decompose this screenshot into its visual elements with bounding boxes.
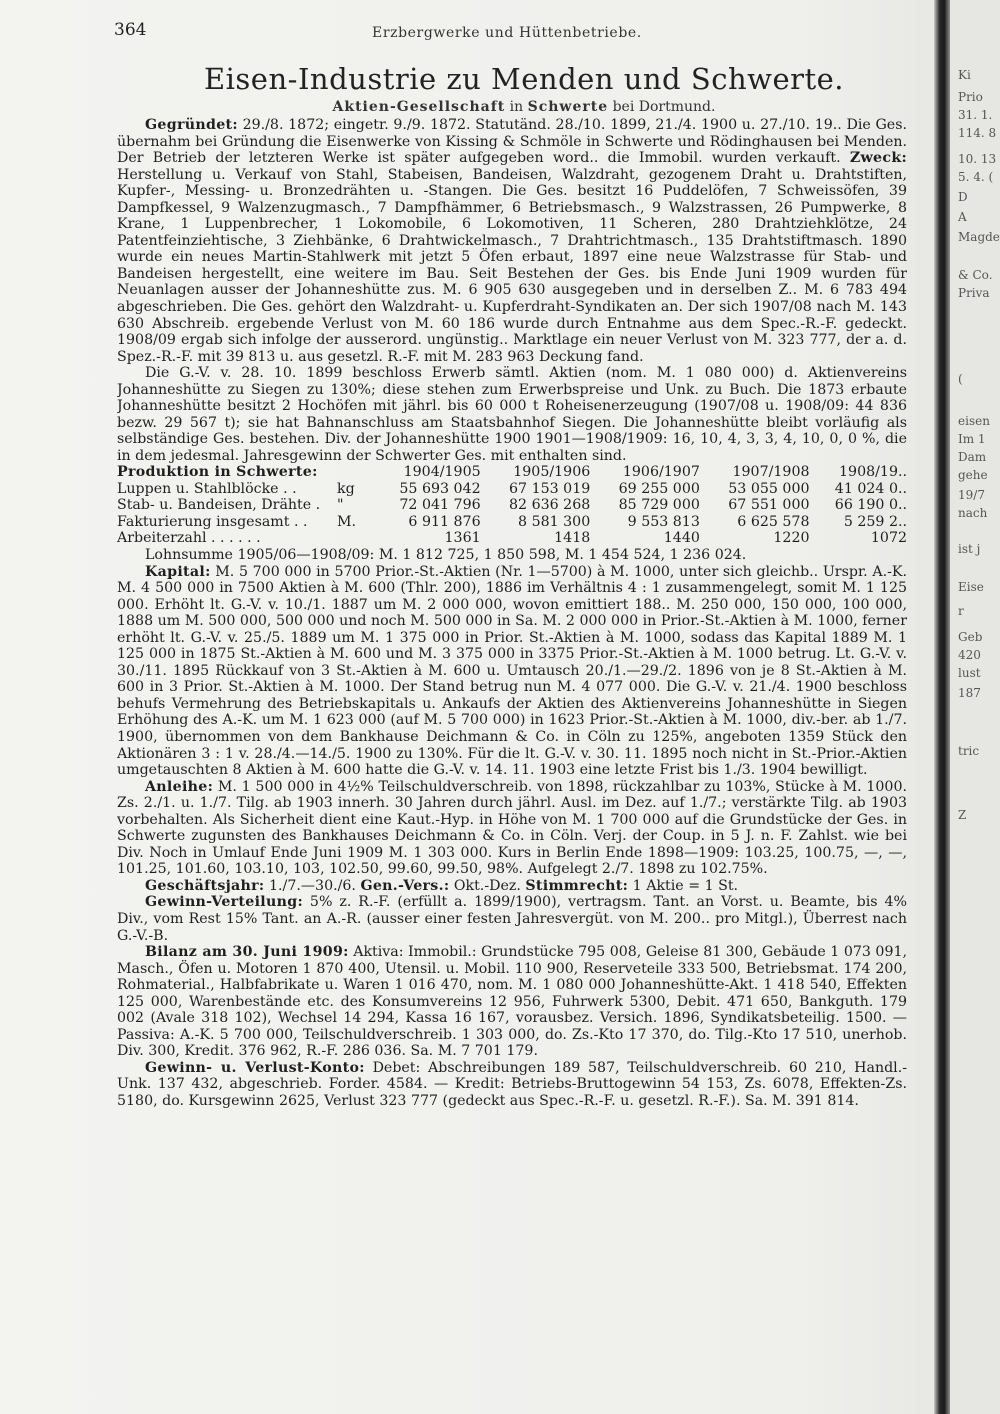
paragraph-kapital	[117, 564, 907, 779]
fragment-text: Z	[958, 808, 967, 822]
production-table	[117, 464, 907, 547]
fragment-text: lust	[958, 666, 981, 680]
fragment-text: A	[958, 210, 967, 224]
label-anleihe: Anleihe:	[145, 778, 214, 795]
text-anleihe: M. 1 500 000 in 4½% Teilschuldverschreib. von 1898, rückzahlbar zu 103%, Stücke à M. 1000. Zs. 2./1. u. 1./7. Tilg. ab 1903 innerh. 30 Jahren durch jährl. Ausl. im Dez. auf 1./7.; verstärkte Tilg. ab 1903 vorbehalten. Als Sicherheit dient eine Kaut.-Hyp. in Höhe von M. 1 700 000 auf die Grundstücke der Ges. in Schwerte zugunsten des Bankhauses Deichmann & Co. in Cöln. Verj. der Coup. in 5 J. n. F. Zahlst. wie bei Div. Noch in Umlauf Ende Juni 1909 M. 1 303 000. Kurs in Berlin Ende 1898—1909: 103.25, 100.75, —, —, 101.25, 101.60, 103.10, 103, 102.50, 99.60, 99.50, 98%. Aufgelegt 2./7. 1898 zu 102.75%.	[117, 778, 907, 878]
fragment-text: Prio	[958, 90, 983, 104]
year-cell: 1908/19..	[839, 464, 907, 481]
fragment-text: Im 1	[958, 432, 986, 446]
table-cell: 66 190 0..	[834, 497, 907, 514]
production-label: Produktion in Schwerte:	[117, 464, 318, 481]
table-cell: 6 911 876	[408, 513, 481, 530]
label-gewinnverteilung: Gewinn-Verteilung:	[145, 894, 303, 911]
fragment-text: 31. 1.	[958, 108, 993, 122]
fragment-text: gehe	[958, 468, 988, 482]
document-body	[117, 117, 907, 1110]
fragment-text: nach	[958, 506, 988, 520]
row-label: Fakturierung insgesamt . .	[117, 513, 308, 530]
label-kapital: Kapital:	[145, 563, 211, 580]
fragment-text: 114. 8	[958, 126, 997, 140]
row-unit: M.	[337, 513, 357, 530]
fragment-text: Magde	[958, 230, 1000, 244]
production-header-row	[117, 464, 907, 481]
table-cell: 9 553 813	[627, 513, 700, 530]
paragraph-gewinnverteilung	[117, 894, 907, 944]
row-label: Stab- u. Bandeisen, Drähte .	[117, 497, 321, 514]
label-bilanz: Bilanz am 30. Juni 1909:	[145, 944, 349, 961]
subtitle-company: Aktien-Gesellschaft	[332, 99, 506, 115]
year-cell: 1904/1905	[403, 464, 481, 481]
page-number: 364	[114, 20, 147, 40]
table-cell: 82 636 268	[509, 497, 591, 514]
text-kapital: M. 5 700 000 in 5700 Prior.-St.-Aktien (Nr. 1—5700) à M. 1000, unter sich gleichb.. Urspr. A.-K. M. 4 500 000 in 7500 Aktien à M. 600 (Thlr. 200), 1886 im Verhältnis 4 : 1 zusammengelegt, somit M. 1 125 000. Erhöht lt. G.-V. v. 10./1. 1887 um M. 2 000 000, wovon emittiert 188.. M. 250 000, 150 000, 100 000, 1888 um M. 500 000, 500 000 und noch M. 500 000 in Sa. M. 2 000 000 in Prior.-St.-Aktien à M. 1000, ferner erhöht lt. G.-V. v. 25./5. 1889 um M. 1 375 000 in Prior. St.-Aktien à M. 1000, sodass das Kapital 1889 M. 1 125 000 in 1875 St.-Aktien à M. 600 und M. 3 375 000 in 3375 Prior.-St.-Aktien à M. 1000 betrug. Lt. G.-V. v. 30./11. 1895 Rückkauf von 3 St.-Aktien à M. 600 u. Umtausch 20./1.—29./2. 1896 von je 8 St.-Aktien à M. 600 in 3 Prior. St.-Aktien à M. 1000. Der Stand betrug nun M. 4 077 000. Die G.-V. v. 21./4. 1900 beschloss behufs Vermehrung des Betriebskapitals u. Ankaufs der Aktien des Aktienvereins Johanneshütte in Siegen Erhöhung des A.-K. um M. 1 623 000 (auf M. 5 700 000) in 1623 Prior.-St.-Aktien à M. 1000, div.-ber. ab 1./7. 1900, übernommen von dem Bankhause Deichmann & Co. in Cöln zu 125%, angeboten 1359 Stück den Aktionären 3 : 1 v. 28./4.—14./5. 1900 zu 130%. Für die lt. G.-V. v. 30. 11. 1895 noch nicht in St.-Prior.-Aktien umgetauschten 8 Aktien à M. 600 hatte die G.-V. v. 14. 11. 1903 eine letzte Frist bis 1./3. 1904 bewilligt.	[117, 563, 907, 779]
row-unit: "	[337, 497, 344, 514]
table-cell: 1220	[773, 530, 810, 547]
adjacent-page-edge	[950, 0, 1000, 1414]
paragraph-bilanz	[117, 944, 907, 1060]
paragraph-gegruendet	[117, 117, 907, 365]
fragment-text: tric	[958, 744, 980, 758]
table-cell: 53 055 000	[728, 480, 810, 497]
fragment-text: 19/7	[958, 488, 985, 502]
table-cell: 1440	[663, 530, 700, 547]
table-cell: 69 255 000	[618, 480, 700, 497]
fragment-text: Eise	[958, 580, 984, 594]
text-zweck: Herstellung u. Verkauf von Stahl, Stabeisen, Bandeisen, Walzdraht, gezogenem Draht u. Drahtstiften, Kupfer-, Messing- u. Bronzedrähten u. -Stangen. Die Ges. besitzt 16 Puddelöfen, 7 Schweissöfen, 39 Dampfkessel, 9 Walzenzugmasch., 7 Dampfhämmer, 6 Betriebsmasch., 9 Walzstrassen, 26 Pumpwerke, 8 Krane, 1 Luppenbrecher, 1 Lokomobile, 6 Lokomotiven, 11 Scheren, 280 Drahtziehklötze, 24 Patentfeinziehtische, 3 Ziehbänke, 6 Drahtwickelmasch., 7 Drahtrichtmasch., 135 Drahtstiftmasch. 1890 wurde ein neues Martin-Stahlwerk mit jetzt 5 Öfen erbaut, 1897 eine neue Walzstrasse für Stab- und Bandeisen hergestellt, eine weitere im Bau. Seit Bestehen der Ges. bis Ende Juni 1909 wurden für Neuanlagen ausser der Johanneshütte zus. M. 6 905 630 ausgegeben und in derselben Z.. M. 6 783 494 abgeschrieben. Die Ges. gehört den Walzdraht- u. Kupferdraht-Syndikaten an. Der sich 1907/08 nach M. 143 630 Abschreib. ergebende Verlust von M. 60 186 wurde durch Entnahme aus dem Spec.-R.-F. gedeckt. 1908/09 ergab sich infolge der ausserord. ungünstig.. Marktlage ein neuer Verlust von M. 323 777, der a. d. Spez.-R.-F. mit 39 813 u. aus gesetzl. R.-F. mit M. 283 963 Deckung fand.	[117, 166, 907, 365]
row-unit: kg	[337, 480, 355, 497]
fragment-text: & Co.	[958, 268, 993, 282]
subtitle-in: in	[509, 99, 524, 115]
fragment-text: eisen	[958, 414, 990, 428]
row-label: Luppen u. Stahlblöcke . .	[117, 480, 297, 497]
fragment-text: D	[958, 190, 968, 204]
text-gewinnverteilung: 5% z. R.-F. (erfüllt a. 1899/1900), vertragsm. Tant. an Vorst. u. Beamte, bis 4% Div., vom Rest 15% Tant. an A.-R. (ausser einer festen Jahresvergüt. von M. 200.. pro Mitgl.), Überrest nach G.-V.-B.	[117, 894, 907, 944]
table-cell: 55 693 042	[399, 480, 481, 497]
table-row	[117, 481, 907, 498]
year-cell: 1905/1906	[513, 464, 591, 481]
text-genvers: Okt.-Dez.	[453, 877, 521, 894]
table-row	[117, 530, 907, 547]
row-unit	[337, 530, 371, 547]
table-row	[117, 497, 907, 514]
fragment-text: r	[958, 604, 964, 618]
page-title: Eisen-Industrie zu Menden und Schwerte.	[203, 62, 845, 96]
table-cell: 5 259 2..	[843, 513, 907, 530]
book-gutter	[934, 0, 950, 1414]
table-cell: 8 581 300	[518, 513, 591, 530]
fragment-text: Dam	[958, 450, 987, 464]
paragraph-geschaeftsjahr	[117, 878, 907, 895]
table-cell: 6 625 578	[737, 513, 810, 530]
label-genvers: Gen.-Vers.:	[360, 877, 450, 894]
fragment-text: ist j	[958, 542, 981, 556]
text-geschaeftsjahr: 1./7.—30./6.	[269, 877, 356, 894]
fragment-text: Ki	[958, 68, 971, 82]
table-cell: 1072	[870, 530, 907, 547]
text-bilanz: Aktiva: Immobil.: Grundstücke 795 008, Geleise 81 300, Gebäude 1 073 091, Masch., Öfen u. Motoren 1 870 400, Utensil. u. Mobil. 110 900, Reserveteile 333 500, Betriebsmat. 174 200, Rohmaterial., Halbfabrikate u. Waren 1 016 470, nom. M. 1 080 000 Johanneshütte-Akt. 1 418 540, Effekten 125 000, Warenbestände etc. des Konsumvereins 12 956, Fuhrwerk 5300, Debit. 471 650, Bankguth. 179 002 (Avale 318 102), Wechsel 14 294, Kassa 16 167, vorausbez. Versich. 1896, Syndikatsbeteilig. 1500. — Passiva: A.-K. 5 700 000, Teilschuldverschreib. 1 303 000, do. Zs.-Kto 17 370, do. Tilg.-Kto 17 510, unerhob. Div. 300, Kredit. 376 962, R.-F. 286 036. Sa. M. 7 701 179.	[117, 944, 907, 1060]
table-cell: 41 024 0..	[834, 480, 907, 497]
paragraph-johanneshuette: Die G.-V. v. 28. 10. 1899 beschloss Erwerb sämtl. Aktien (nom. M. 1 080 000) d. Aktienvereins Johanneshütte zu Siegen zu 130%; diese stehen zum Erwerbspreise und Unk. zu Buch. Die 1873 erbaute Johanneshütte besitzt 2 Hochöfen mit jährl. bis 60 000 t Roheisenerzeugung (1907/08 u. 1908/09: 44 836 bezw. 29 567 t); sie hat Bahnanschluss am Staatsbahnhof Siegen. Die Johanneshütte bleibt vorläufig als selbständige Ges. bestehen. Div. der Johanneshütte 1900 1901—1908/1909: 16, 10, 4, 3, 3, 4, 10, 0, 0 %, die in dem jedesmal. Jahresgewinn der Schwerter Ges. mit enthalten sind.	[117, 365, 907, 464]
subtitle-rest: bei Dortmund.	[612, 99, 716, 115]
subtitle	[114, 99, 934, 115]
fragment-text: Geb	[958, 630, 983, 644]
label-geschaeftsjahr: Geschäftsjahr:	[145, 877, 265, 894]
table-row	[117, 514, 907, 531]
table-cell: 1361	[444, 530, 481, 547]
year-cell: 1907/1908	[732, 464, 810, 481]
fragment-text: 5. 4. (	[958, 170, 994, 184]
text-guv: Debet: Abschreibungen 189 587, Teilschuldverschreib. 60 210, Handl.-Unk. 137 432, abgeschrieb. Forder. 4584. — Kredit: Betriebs-Bruttogewinn 54 153, Zs. 6078, Effekten-Zs. 5180, do. Kursgewinn 2625, Verlust 323 777 (gedeckt aus Spec.-R.-F. u. gesetzl. R.-F.). Sa. M. 391 814.	[117, 1059, 907, 1110]
label-guv: Gewinn- u. Verlust-Konto:	[145, 1059, 365, 1076]
table-cell: 67 153 019	[509, 480, 591, 497]
paragraph-anleihe	[117, 779, 907, 878]
running-head: Erzbergwerke und Hüttenbetriebe.	[372, 25, 642, 41]
subtitle-place: Schwerte	[527, 99, 609, 115]
row-label: Arbeiterzahl . . . . . .	[117, 530, 261, 547]
label-zweck: Zweck:	[849, 150, 907, 167]
label-stimmrecht: Stimmrecht:	[525, 877, 629, 894]
year-cell: 1906/1907	[622, 464, 700, 481]
fragment-text: 187	[958, 686, 981, 700]
paragraph-guv	[117, 1060, 907, 1110]
table-cell: 1418	[554, 530, 591, 547]
fragment-text: 10. 13	[958, 152, 997, 166]
paragraph-lohnsumme: Lohnsumme 1905/06—1908/09: M. 1 812 725, 1 850 598, M. 1 454 524, 1 236 024.	[145, 546, 747, 563]
table-cell: 72 041 796	[399, 497, 481, 514]
fragment-text: (	[958, 372, 963, 386]
text-gegruendet: 29./8. 1872; eingetr. 9./9. 1872. Statutänd. 28./10. 1899, 21./4. 1900 u. 27./10. 19.. Die Ges. übernahm bei Gründung die Eisenwerke von Kissing & Schmöle in Schwerte und Rödinghausen bei Menden. Der Betrieb der letzteren Werke ist später aufgegeben word.. die Immobil. wurden verkauft.	[117, 117, 907, 167]
text-stimmrecht: 1 Aktie = 1 St.	[632, 877, 739, 894]
table-cell: 67 551 000	[728, 497, 810, 514]
label-gegruendet: Gegründet:	[145, 117, 238, 133]
fragment-text: Priva	[958, 286, 990, 300]
table-cell: 85 729 000	[618, 497, 700, 514]
fragment-text: 420	[958, 648, 981, 662]
